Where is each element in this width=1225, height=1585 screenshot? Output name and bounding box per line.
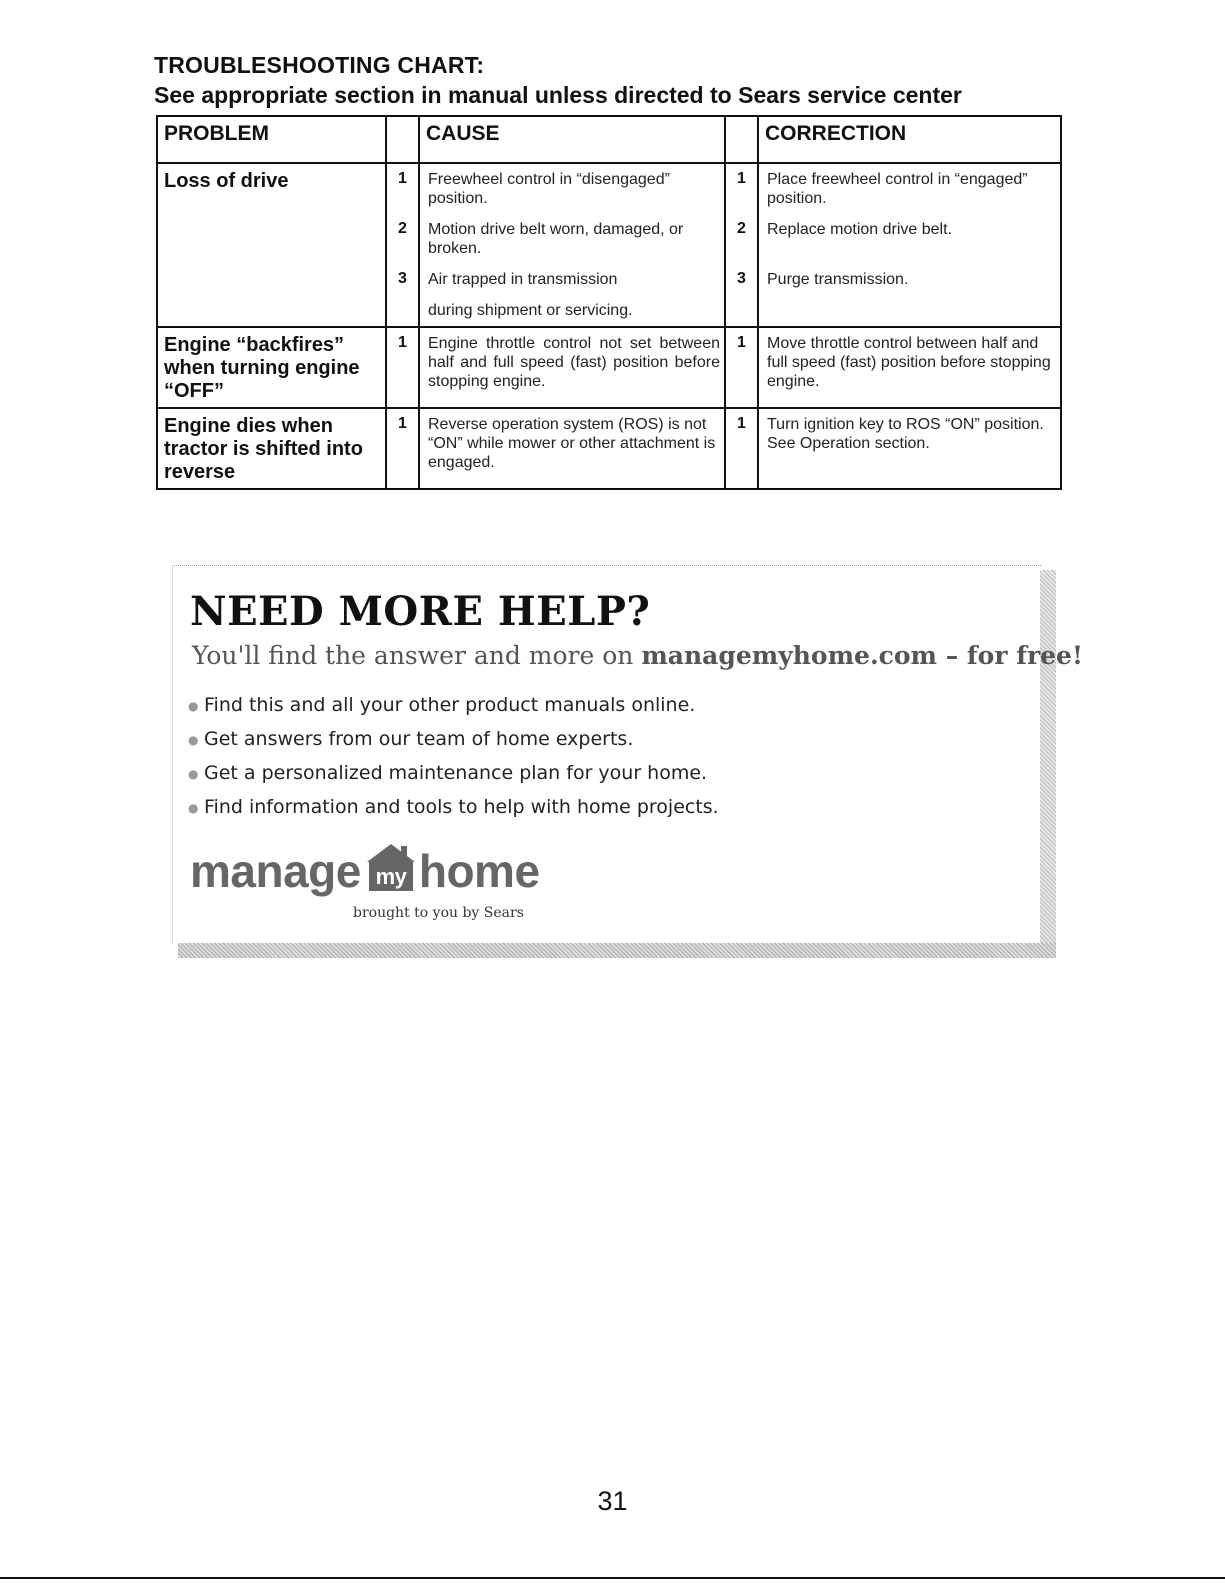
header-number-cause [386, 116, 419, 163]
cause-number: 1 [386, 408, 419, 489]
cause-cell: Freewheel control in “disengaged” position. [419, 163, 725, 214]
help-subtitle-prefix: You'll find the answer and more on [192, 641, 642, 670]
correction-cell: Purge transmission. [758, 264, 1061, 295]
bullet-icon: ● [188, 698, 199, 713]
cause-cell: during shipment or servicing. [419, 295, 725, 327]
list-item [188, 728, 719, 762]
correction-cell: Move throttle control between half and full speed (fast) position before stopping engine. [758, 327, 1061, 408]
correction-cell: Place freewheel control in “engaged” position. [758, 163, 1061, 214]
header-number-correction [725, 116, 758, 163]
list-item [188, 796, 719, 830]
logo-home-text: home [418, 845, 540, 897]
help-title: NEED MORE HELP? [190, 588, 651, 635]
correction-number: 1 [725, 408, 758, 489]
table-header-row [157, 116, 1061, 163]
correction-cell: Replace motion drive belt. [758, 214, 1061, 264]
problem-cell: Engine dies when tractor is shifted into reverse [157, 408, 386, 489]
bullet-text: Get answers from our team of home experts. [204, 728, 634, 750]
help-box-shadow-bottom [178, 943, 1056, 958]
help-bullet-list [188, 694, 719, 830]
correction-number: 2 [725, 214, 758, 264]
bullet-icon: ● [188, 732, 199, 747]
list-item [188, 694, 719, 728]
bullet-text: Find information and tools to help with home projects. [204, 796, 719, 818]
chart-title: TROUBLESHOOTING CHART: [154, 52, 485, 78]
correction-cell [758, 295, 1061, 327]
cause-cell: Air trapped in transmission [419, 264, 725, 295]
problem-cell: Engine “backfires” when turning engine “OFF” [157, 327, 386, 408]
cause-cell: Engine throttle control not set between half and full speed (fast) position before stopping engine. [419, 327, 725, 408]
cause-cell: Motion drive belt worn, damaged, or broken. [419, 214, 725, 264]
bottom-rule [0, 1577, 1225, 1579]
correction-number: 3 [725, 264, 758, 295]
help-subtitle-suffix: – for free! [937, 641, 1083, 670]
correction-cell: Turn ignition key to ROS “ON” position. See Operation section. [758, 408, 1061, 489]
bullet-icon: ● [188, 766, 199, 781]
table-row [157, 327, 1061, 408]
header-problem: PROBLEM [157, 116, 386, 163]
header-correction: CORRECTION [758, 116, 1061, 163]
page-number: 31 [597, 1486, 628, 1516]
managemyhome-logo [190, 838, 540, 898]
table-row [157, 408, 1061, 489]
help-subtitle [192, 641, 1083, 670]
help-box-shadow-right [1040, 570, 1056, 958]
bullet-icon: ● [188, 800, 199, 815]
cause-number [386, 295, 419, 327]
cause-cell: Reverse operation system (ROS) is not “ON” while mower or other attachment is engaged. [419, 408, 725, 489]
cause-number: 1 [386, 163, 419, 214]
correction-number [725, 295, 758, 327]
help-site-link[interactable]: managemyhome.com [641, 641, 937, 670]
troubleshooting-table [156, 115, 1062, 490]
chart-subtitle: See appropriate section in manual unless directed to Sears service center [154, 82, 962, 108]
cause-number: 3 [386, 264, 419, 295]
problem-cell: Loss of drive [157, 163, 386, 327]
correction-number: 1 [725, 163, 758, 214]
logo-badge-text: my [375, 864, 407, 889]
correction-number: 1 [725, 327, 758, 408]
header-cause: CAUSE [419, 116, 725, 163]
bullet-text: Find this and all your other product manuals online. [204, 694, 696, 716]
cause-number: 1 [386, 327, 419, 408]
table-row [157, 163, 1061, 214]
logo-manage-text: manage [190, 845, 361, 897]
house-icon [365, 842, 417, 892]
bullet-text: Get a personalized maintenance plan for your home. [204, 762, 708, 784]
list-item [188, 762, 719, 796]
cause-number: 2 [386, 214, 419, 264]
byline: brought to you by Sears [353, 905, 524, 921]
